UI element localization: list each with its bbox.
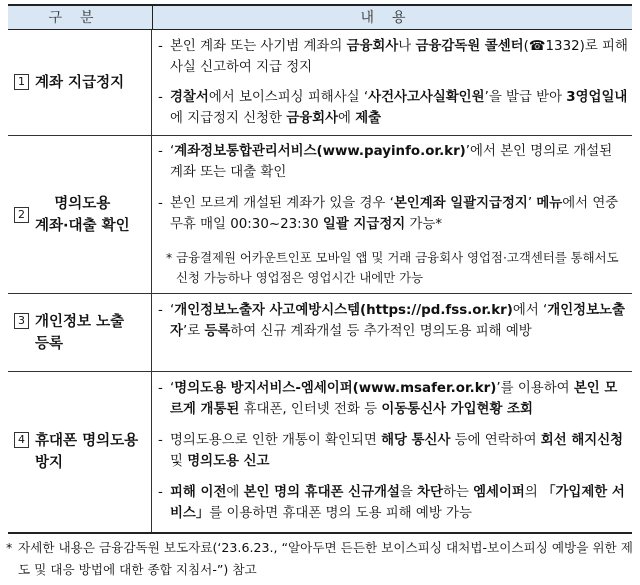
row-number-box: 4 xyxy=(14,432,29,448)
text-seg-bold: 금융감독원 콜센터 xyxy=(415,39,524,54)
text-seg: ’로 xyxy=(182,324,205,339)
text-seg: ‘ xyxy=(170,303,175,318)
text-seg: ’에서 본인 명의로 개설된 계좌 또는 대출 확인 xyxy=(170,144,613,180)
text-seg: ‘ xyxy=(170,381,175,396)
text-seg-bold: 사건사고사실확인원 xyxy=(368,90,485,105)
text-seg-bold: 「가입제한 서비스」 xyxy=(170,485,625,521)
text-seg: 등에 연락하여 xyxy=(450,433,541,448)
text-seg: 명의도용으로 인한 개통이 확인되면 xyxy=(170,433,382,448)
list-item xyxy=(158,378,628,420)
text-seg-bold: 해당 통신사 xyxy=(381,433,451,448)
text-seg: 에서 ‘ xyxy=(512,303,548,318)
text-seg-bold: 개인정보노출자 사고예방시스템(https://pd.fss.or.kr) xyxy=(174,303,513,318)
row-category xyxy=(8,136,152,293)
text-seg-bold: 피해 이전 xyxy=(170,485,227,500)
text-seg-bold: 계좌정보통합관리서비스(www.payinfo.or.kr) xyxy=(174,144,466,159)
text-seg: 에서 보이스피싱 피해사실 ‘ xyxy=(208,90,369,105)
row-title: 계좌 지급정지 xyxy=(35,74,125,91)
dash-bullet: - xyxy=(158,433,163,448)
header-category: 구분 xyxy=(48,10,112,26)
text-seg: 가능* xyxy=(405,217,443,232)
dash-bullet: - xyxy=(158,196,163,211)
text-seg: 에 xyxy=(226,485,244,500)
row-category xyxy=(8,372,152,532)
text-seg-bold: 본인 모르게 개통된 xyxy=(170,381,618,417)
text-seg: 를 이용하면 휴대폰 명의 도용 피해 예방 가능 xyxy=(209,506,472,521)
text-seg: 에 지급정지 신청한 xyxy=(170,111,287,126)
table-row-phone-identity xyxy=(8,372,632,534)
text-seg: (☎1332)로 피해사실 신고하여 지급 정지 xyxy=(170,39,628,75)
text-seg-bold: 엠세이퍼 xyxy=(473,485,525,500)
row-title-line: 계좌·대출 확인 xyxy=(35,217,130,234)
row-number-box: 3 xyxy=(14,313,29,329)
text-seg: 에서 연중무휴 매일 00:30~23:30 xyxy=(170,196,619,232)
text-seg-bold: 회선 해지신청 xyxy=(540,433,624,448)
text-seg: ’을 발급 받아 xyxy=(484,90,567,105)
list-item xyxy=(158,430,628,472)
row-title-line: 등록 xyxy=(35,335,64,352)
table-row-identity-account xyxy=(8,136,632,294)
text-seg-bold: 등록 xyxy=(204,324,231,339)
list-item xyxy=(158,193,628,235)
row-category xyxy=(8,294,152,371)
row-title-line: 개인정보 노출 xyxy=(35,313,125,330)
text-seg-bold: 차단 xyxy=(417,485,443,500)
dash-bullet: - xyxy=(158,144,163,159)
text-seg: ’ xyxy=(527,196,537,211)
list-item xyxy=(158,36,628,78)
text-seg-bold: 메뉴 xyxy=(536,196,563,211)
text-seg: 본인 모르게 개설된 계좌가 있을 경우 ‘ xyxy=(170,196,394,211)
list-item xyxy=(158,482,628,524)
list-item-note xyxy=(158,248,628,288)
dash-bullet: - xyxy=(158,303,163,318)
row-title-line: 명의도용 xyxy=(54,195,111,212)
row-title-line: 방지 xyxy=(35,455,64,471)
row-title xyxy=(35,193,130,237)
text-seg: ‘ xyxy=(170,144,175,159)
list-item xyxy=(158,141,628,183)
row-title xyxy=(35,311,124,355)
row-category xyxy=(8,30,152,135)
text-seg-bold: 경찰서 xyxy=(170,90,209,105)
text-seg: 의 xyxy=(524,485,543,500)
footnote-star: * xyxy=(6,540,13,555)
table-header xyxy=(8,4,632,30)
text-seg-bold: 제출 xyxy=(355,111,382,126)
text-seg-bold: 금융회사 xyxy=(346,39,399,54)
text-seg-bold: 금융회사 xyxy=(286,111,339,126)
text-seg-bold: 본인 명의 휴대폰 신규개설 xyxy=(243,485,400,500)
row-number-box: 2 xyxy=(14,207,29,223)
table-row-personal-info xyxy=(8,294,632,372)
header-content: 내용 xyxy=(360,10,424,26)
text-seg-bold: 3영업일내 xyxy=(566,90,628,105)
text-seg-bold: 일괄 지급정지 xyxy=(322,217,406,232)
footnote-text: 자세한 내용은 금융감독원 보도자료(‘23.6.23., “알아두면 든든한 보이스피싱 대처법-보이스피싱 예방을 위한 제도 및 대응 방법에 대한 종합 지침서-”) 참고 xyxy=(18,540,633,577)
text-seg-bold: 본인계좌 일괄지급정지 xyxy=(393,196,528,211)
dash-bullet: - xyxy=(158,90,163,105)
list-item xyxy=(158,300,628,342)
footnote xyxy=(6,537,634,581)
text-seg-bold: 명의도용 방지서비스-엠세이퍼(www.msafer.or.kr) xyxy=(174,381,497,396)
text-seg: 나 xyxy=(398,39,416,54)
text-seg: 휴대폰, 인터넷 전화 등 xyxy=(239,402,382,417)
text-seg-bold: 명의도용 신고 xyxy=(187,454,270,469)
text-seg: 을 xyxy=(399,485,418,500)
info-table xyxy=(8,4,632,534)
row-number-box: 1 xyxy=(14,74,29,90)
text-seg: 에 xyxy=(338,111,356,126)
table-row-account-stop xyxy=(8,30,632,136)
text-seg-bold: 개인정보노출자 xyxy=(170,303,625,339)
dash-bullet: - xyxy=(158,485,163,500)
dash-bullet: - xyxy=(158,39,163,54)
note-text: * 금융결제원 어카운트인포 모바일 앱 및 거래 금융회사 영업점·고객센터를 통해서도 신청 가능하나 영업점은 영업시간 내에만 가능 xyxy=(166,250,619,285)
text-seg-bold: 이동통신사 가입현황 조회 xyxy=(381,402,533,417)
row-title-line: 휴대폰 명의도용 xyxy=(35,433,139,449)
dash-bullet: - xyxy=(158,381,163,396)
text-seg: 하여 신규 계좌개설 등 추가적인 명의도용 피해 예방 xyxy=(230,324,532,339)
text-seg: ’를 이용하여 xyxy=(496,381,574,396)
text-seg: 및 xyxy=(170,454,188,469)
text-seg: 본인 계좌 또는 사기범 계좌의 xyxy=(170,39,347,54)
row-title xyxy=(35,430,138,474)
text-seg: 하는 xyxy=(442,485,474,500)
list-item xyxy=(158,87,628,129)
